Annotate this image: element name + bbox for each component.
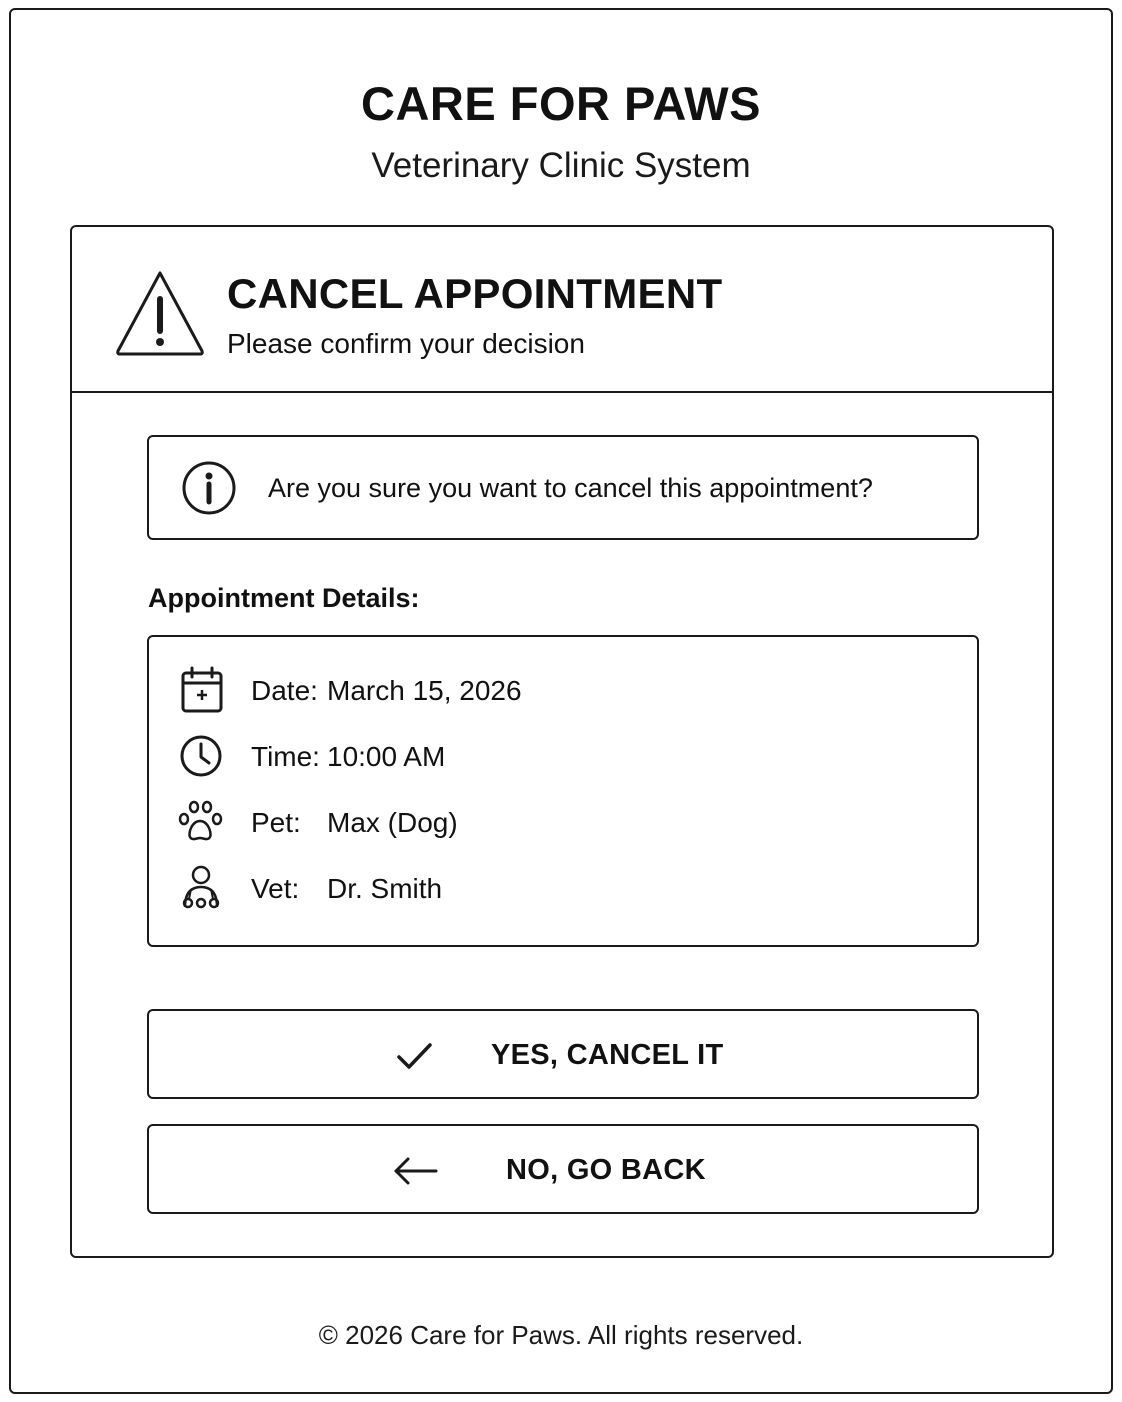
detail-row-vet xyxy=(177,863,937,913)
detail-row-time xyxy=(177,731,937,781)
detail-row-date xyxy=(177,665,937,715)
dialog-title: CANCEL APPOINTMENT xyxy=(227,270,723,317)
go-back-label: NO, GO BACK xyxy=(506,1154,706,1186)
vet-label: Vet: xyxy=(251,873,300,904)
go-back-button[interactable] xyxy=(147,1124,979,1214)
app-subtitle: Veterinary Clinic System xyxy=(371,146,751,185)
app-window xyxy=(9,8,1113,1394)
confirm-cancel-label: YES, CANCEL IT xyxy=(491,1039,724,1071)
confirmation-message: Are you sure you want to cancel this appointment? xyxy=(268,473,873,503)
warning-triangle-icon xyxy=(114,267,206,359)
app-title: CARE FOR PAWS xyxy=(361,77,761,130)
date-value: March 15, 2026 xyxy=(327,675,522,706)
clock-icon xyxy=(177,731,227,781)
time-label: Time: xyxy=(251,741,320,772)
arrow-left-icon xyxy=(392,1148,438,1194)
dialog-subtitle: Please confirm your decision xyxy=(227,328,585,359)
info-circle-icon xyxy=(181,460,237,516)
pet-value: Max (Dog) xyxy=(327,807,458,838)
appointment-details-heading: Appointment Details: xyxy=(148,583,420,613)
dialog-header xyxy=(72,227,1052,393)
confirmation-message-box xyxy=(147,435,979,540)
footer-copyright: © 2026 Care for Paws. All rights reserved. xyxy=(318,1320,804,1350)
detail-row-pet xyxy=(177,797,937,847)
pet-label: Pet: xyxy=(251,807,301,838)
vet-value: Dr. Smith xyxy=(327,873,443,904)
paw-icon xyxy=(177,797,227,847)
checkmark-icon xyxy=(392,1033,438,1079)
time-value: 10:00 AM xyxy=(327,741,446,772)
date-label: Date: xyxy=(251,675,318,706)
appointment-details-box xyxy=(147,635,979,947)
confirm-cancel-button[interactable] xyxy=(147,1009,979,1099)
vet-icon xyxy=(177,863,227,913)
calendar-icon xyxy=(177,665,227,715)
cancel-appointment-dialog xyxy=(70,225,1054,1258)
